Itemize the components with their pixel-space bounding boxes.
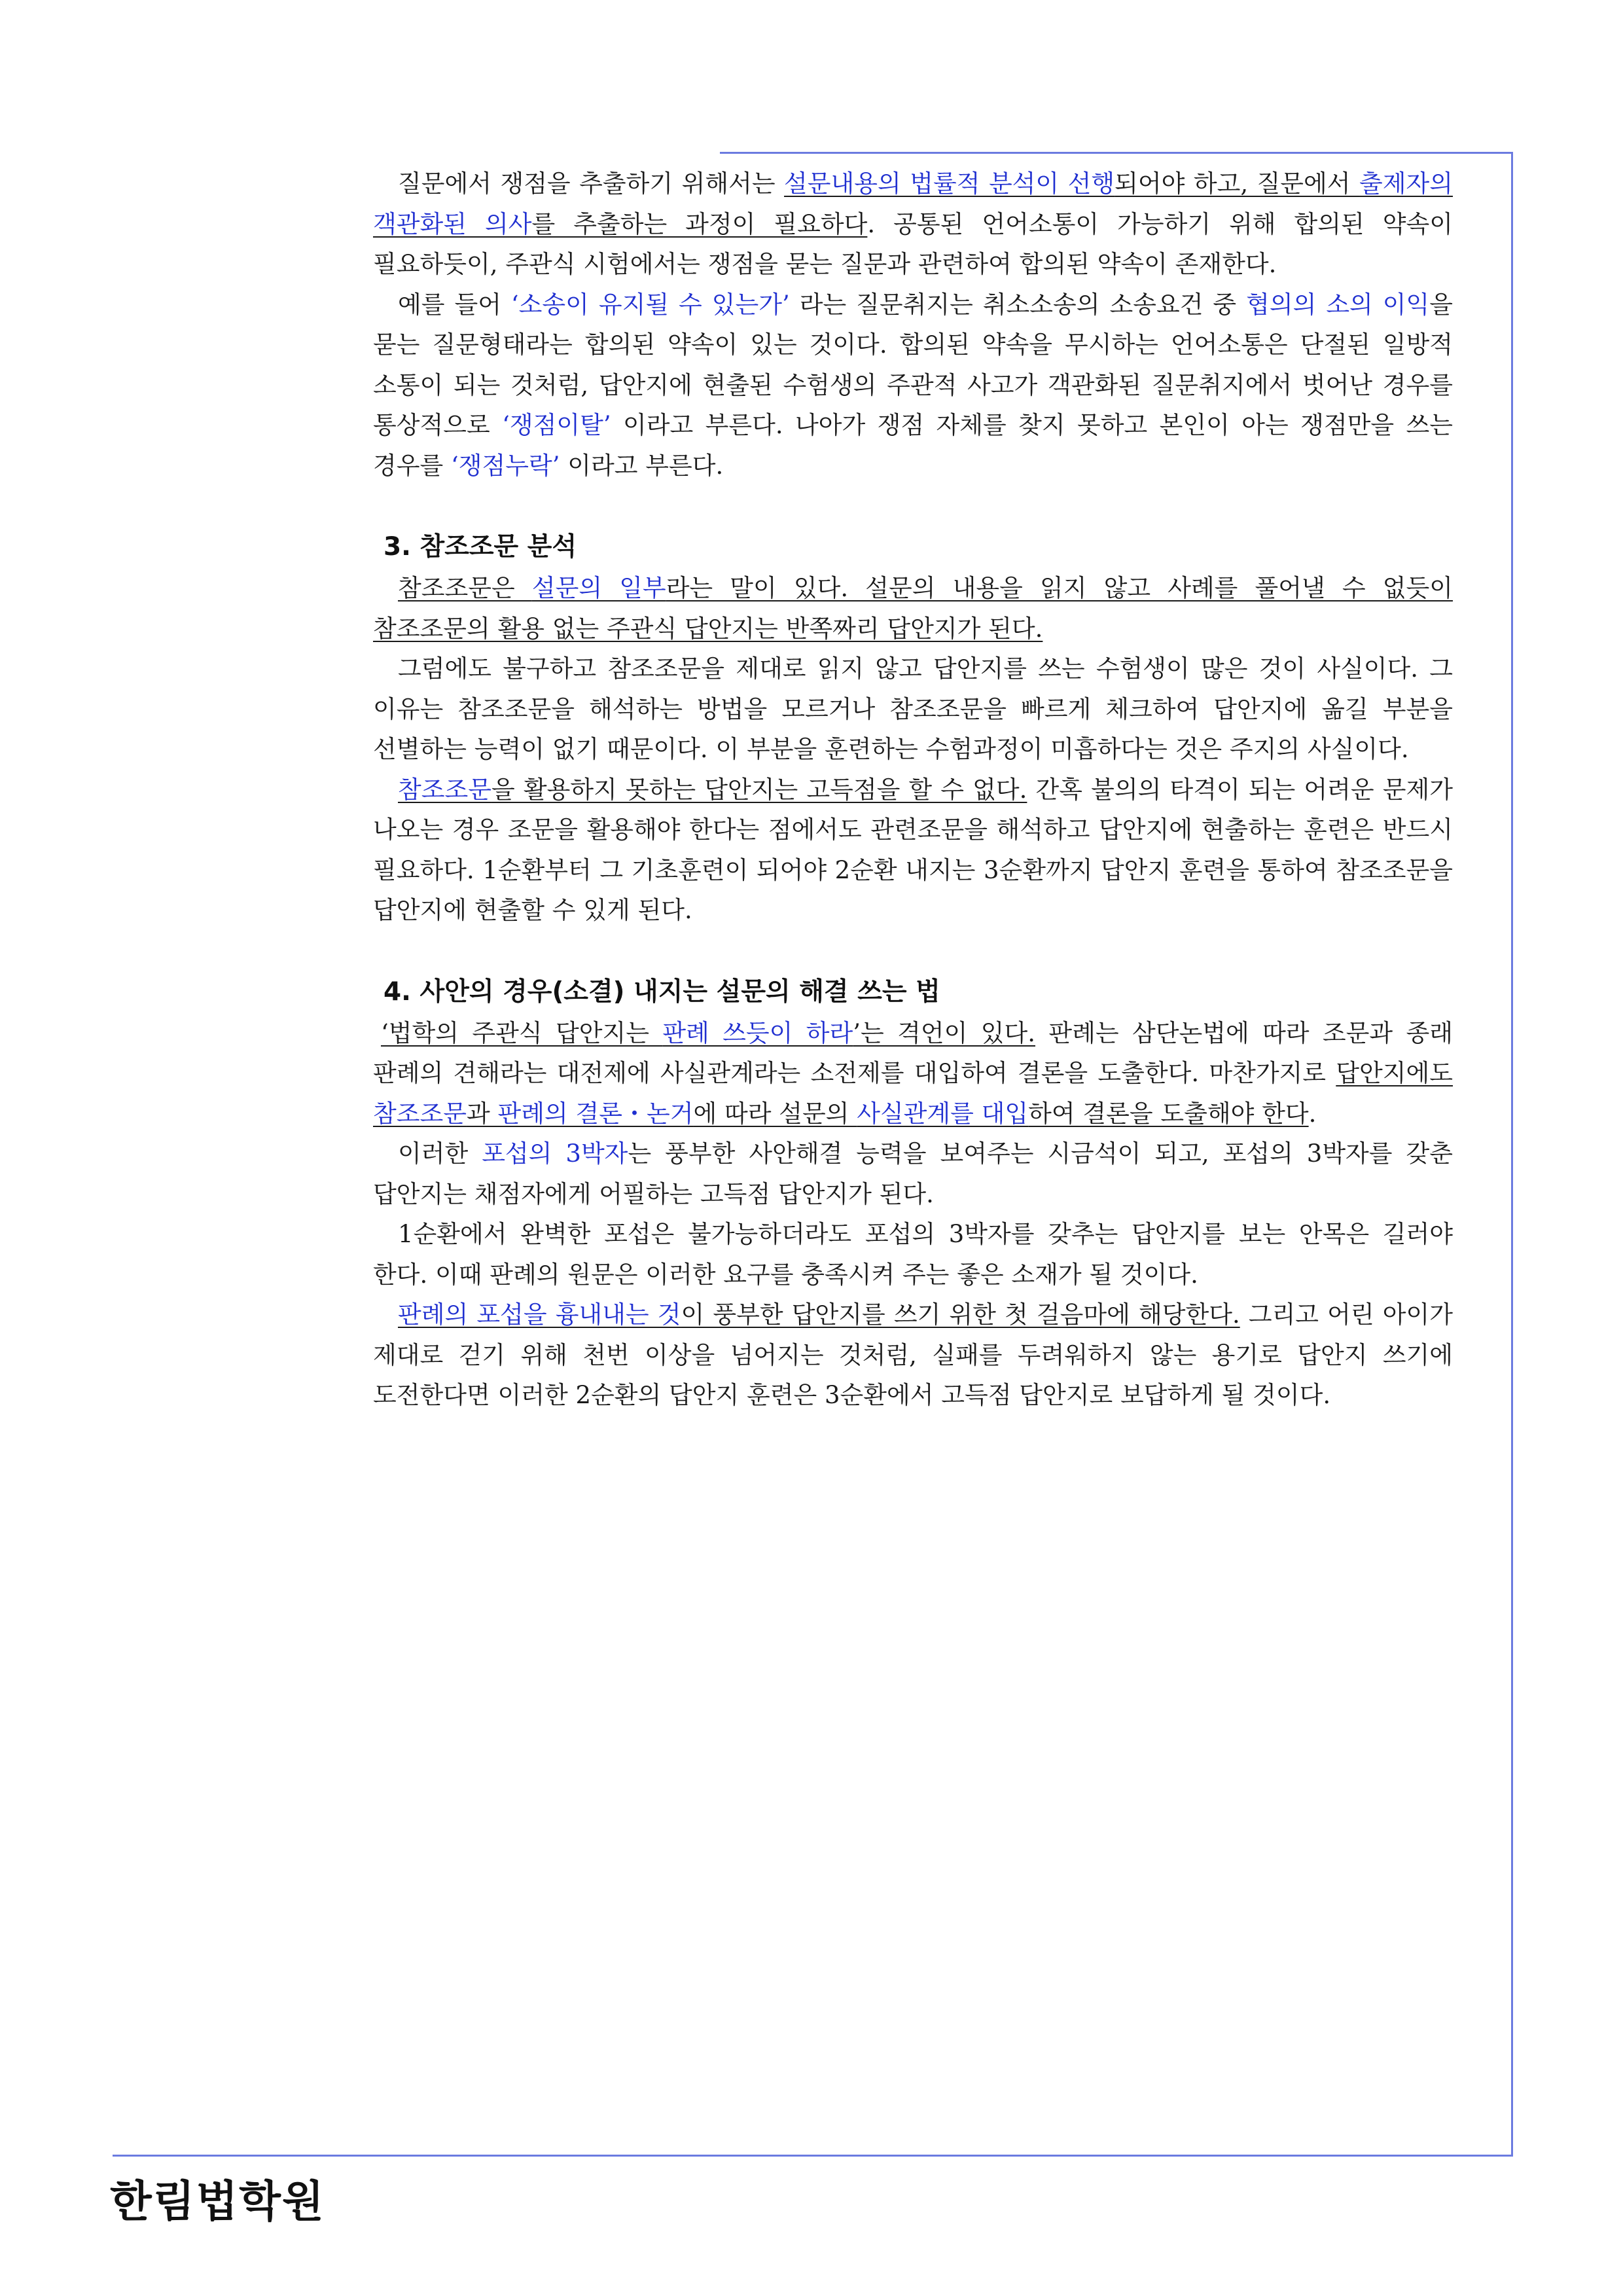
text-run: . 공통된 언어소통이 가능하기 위해 합의된 약속이 필요하듯이, 주관식 시험에서는 쟁점을 묻는 질문과 관련하여 합의된 약속이 존재한다.	[373, 209, 1454, 278]
text-run: .	[1308, 1099, 1317, 1128]
section-3-heading: 3. 참조조문 분석	[383, 532, 577, 562]
section-3-paragraph-1	[373, 568, 1453, 649]
page-frame-bottom	[113, 2155, 1513, 2157]
text-run: 는 풍부한 사안해결 능력을 보여주는 시금석이 되고, 포섭의 3박자를 갖춘 답안지는 채점자에게 어필하는 고득점 답안지가 된다.	[373, 1139, 1453, 1208]
intro-paragraph-2	[373, 285, 1453, 486]
emphasis-text: 포섭의 3박자	[482, 1139, 628, 1168]
text-run: 이러한	[398, 1139, 482, 1168]
emphasis-text: 설문내용의 법률적 분석이 선행	[784, 170, 1115, 198]
section-4-heading: 4. 사안의 경우(소결) 내지는 설문의 해결 쓰는 법	[383, 977, 940, 1007]
section-3-paragraph-3	[373, 770, 1453, 931]
intro-paragraph-1	[373, 164, 1453, 285]
section-3-paragraph-2: 그럼에도 불구하고 참조조문을 제대로 읽지 않고 답안지를 쓰는 수험생이 많은 것이 사실이다. 그 이유는 참조조문을 해석하는 방법을 모르거나 참조조문을 빠르게 체크하여 답안지에 옮길 부분을 선별하는 능력이 없기 때문이다. 이 부분을 훈련하는 수험과정이 미흡하다는 것은 주지의 사실이다.	[373, 655, 1453, 763]
text-run: 과	[466, 1099, 498, 1128]
text-run: 그리고 어린 아이가 제대로 걷기 위해 천번 이상을 넘어지는 것처럼, 실패를 두려워하지 않는 용기로 답안지 쓰기에 도전한다면 이러한 2순환의 답안지 훈련은 3순환에서 고득점 답안지로 보답하게 될 것이다.	[373, 1300, 1453, 1409]
text-run: 답안지에도	[1336, 1059, 1453, 1087]
page-frame-right	[1511, 152, 1513, 2155]
emphasis-text: 판례의 포섭을 흉내내는 것	[398, 1300, 681, 1329]
text-run: 예를 들어	[398, 290, 511, 319]
section-spacer	[373, 486, 1453, 526]
emphasis-text: ‘쟁점누락’	[451, 451, 560, 480]
emphasis-text: ‘소송이 유지될 수 있는가’	[510, 290, 790, 319]
text-run: 을 활용하지 못하는 답안지는 고득점을 할 수 없다.	[491, 775, 1027, 804]
text-run: 이라고 부른다. 나아가 쟁점 자체를 찾지 못하고 본인이 아는 쟁점만을 쓰는 경우를	[373, 411, 1453, 480]
section-4-paragraph-3: 1순환에서 완벽한 포섭은 불가능하더라도 포섭의 3박자를 갖추는 답안지를 보는 안목은 길러야 한다. 이때 판례의 원문은 이러한 요구를 충족시켜 주는 좋은 소재가 될 것이다.	[373, 1220, 1453, 1289]
emphasis-text: 참조조문	[373, 1099, 467, 1128]
text-run: 판례는 삼단논법에 따라 조문과 종래 판례의 견해라는 대전제에 사실관계라는 소전제를 대입하여 결론을 도출한다. 마찬가지로	[373, 1018, 1454, 1087]
section-4-paragraph-4	[373, 1295, 1453, 1416]
page-frame-top	[720, 152, 1513, 154]
text-run: 에 따라 설문의	[693, 1099, 857, 1128]
text-run: 참조조문은	[398, 574, 532, 602]
emphasis-text: 설문의 일부	[531, 574, 666, 602]
underlined-phrase	[381, 1019, 1035, 1047]
section-spacer	[373, 931, 1453, 971]
text-run: ‘법학의 주관식 답안지는	[381, 1018, 663, 1047]
text-run: ’는 격언이 있다.	[853, 1018, 1035, 1047]
section-4-paragraph-2	[373, 1134, 1453, 1214]
emphasis-text: 판례 쓰듯이 하라	[662, 1018, 853, 1047]
emphasis-text: 협의의 소의 이익	[1246, 290, 1430, 319]
text-run: 질문에서 쟁점을 추출하기 위해서는	[398, 170, 785, 198]
emphasis-text: 판례의 결론・논거	[497, 1099, 694, 1128]
emphasis-text: 참조조문	[398, 775, 491, 804]
text-run: 이라고 부른다.	[560, 451, 724, 480]
academy-logo: 한림법학원	[110, 2176, 325, 2227]
underlined-phrase	[398, 776, 1027, 804]
emphasis-text: 출제자의 객관화된 의사	[373, 170, 1453, 238]
text-run: 를 추출하는 과정이 필요하다	[531, 209, 868, 238]
text-run: 간혹 불의의 타격이 되는 어려운 문제가 나오는 경우 조문을 활용해야 한다는 점에서도 관련조문을 해석하고 답안지에 현출하는 훈련은 반드시 필요하다. 1순환부터 그 기초훈련이 되어야 2순환 내지는 3순환까지 답안지 훈련을 통하여 참조조문을 답안지에 현출할 수 있게 된다.	[373, 775, 1453, 924]
text-run: 라는 말이 있다. 설문의 내용을 읽지 않고 사례를 풀어낼 수 없듯이 참조조문의 활용 없는 주관식 답안지는 반쪽짜리 답안지가 된다.	[373, 574, 1453, 643]
document-body	[373, 164, 1453, 1416]
underlined-phrase	[398, 1300, 1240, 1329]
underlined-phrase	[373, 574, 1453, 643]
text-run: 라는 질문취지는 취소소송의 소송요건 중	[789, 290, 1247, 319]
section-4-paragraph-1	[373, 1013, 1453, 1134]
emphasis-text: ‘쟁점이탈’	[502, 411, 611, 439]
emphasis-text: 사실관계를 대입	[857, 1099, 1029, 1128]
text-run: 되어야 하고, 질문에서	[1115, 170, 1360, 198]
text-run: 을 묻는 질문형태라는 합의된 약속이 있는 것이다. 합의된 약속을 무시하는 언어소통은 단절된 일방적 소통이 되는 것처럼, 답안지에 현출된 수험생의 주관적 사고가 객관화된 질문취지에서 벗어난 경우를 통상적으로	[373, 290, 1453, 439]
text-run: 하여 결론을 도출해야 한다	[1028, 1099, 1309, 1128]
text-run: 이 풍부한 답안지를 쓰기 위한 첫 걸음마에 해당한다.	[681, 1300, 1240, 1329]
